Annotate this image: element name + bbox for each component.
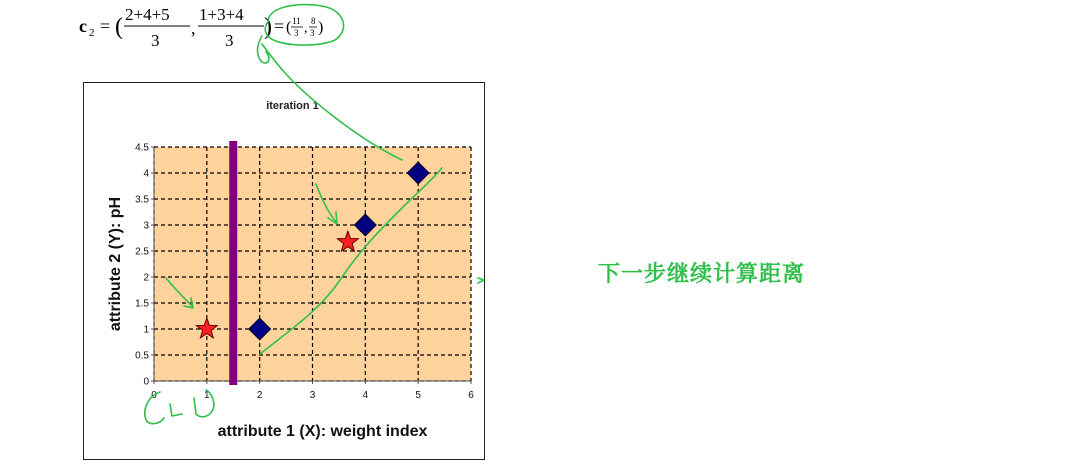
formula-close-paren: ) <box>264 14 272 40</box>
cluster-divider-line <box>229 141 237 385</box>
formula-result-open: ( <box>286 19 292 36</box>
formula-den1: 3 <box>151 31 160 50</box>
formula-num2: 1+3+4 <box>199 5 244 24</box>
formula-result-den1: 3 <box>294 28 299 38</box>
formula-den2: 3 <box>225 31 234 50</box>
chart-frame <box>83 82 485 460</box>
x-tick-label: 5 <box>415 390 421 401</box>
formula-lhs-sub: 2 <box>89 27 95 39</box>
x-tick-label: 3 <box>309 390 316 401</box>
x-tick-label: 6 <box>468 390 474 401</box>
y-tick-label: 2.5 <box>135 246 149 258</box>
formula-result-den2: 3 <box>310 28 315 38</box>
formula-equals: = <box>100 16 111 36</box>
next-step-note: 下一步继续计算距离 <box>598 262 806 287</box>
x-tick-label: 4 <box>362 390 369 401</box>
x-tick-label: 1 <box>204 390 210 401</box>
formula-num1: 2+4+5 <box>125 5 170 24</box>
formula-result-close: ) <box>318 19 324 36</box>
formula-comma: , <box>191 18 196 38</box>
formula-equals-2: = <box>274 16 285 36</box>
y-tick-label: 3 <box>143 220 149 232</box>
x-tick-label: 0 <box>151 390 157 401</box>
formula-lhs: c <box>79 16 87 36</box>
centroid-formula <box>75 0 365 56</box>
y-tick-label: 4 <box>143 168 149 180</box>
scatter-chart <box>84 83 483 458</box>
y-tick-label: 2 <box>143 272 149 284</box>
formula-result-comma: , <box>304 21 308 36</box>
formula-result-num2: 8 <box>311 16 316 26</box>
x-tick-label: 2 <box>256 390 263 401</box>
y-tick-label: 3.5 <box>135 194 149 206</box>
y-axis-label: attribute 2 (Y): pH <box>107 196 124 332</box>
y-tick-label: 0 <box>143 376 149 388</box>
chart-title: iteration 1 <box>266 100 319 112</box>
formula-open-paren: ( <box>115 14 123 40</box>
y-tick-label: 1.5 <box>135 298 149 310</box>
y-tick-label: 4.5 <box>135 142 149 154</box>
y-tick-label: 0.5 <box>135 350 149 362</box>
x-axis-label: attribute 1 (X): weight index <box>217 423 428 440</box>
formula-result-num1: 11 <box>292 16 301 26</box>
y-tick-label: 1 <box>143 324 149 336</box>
